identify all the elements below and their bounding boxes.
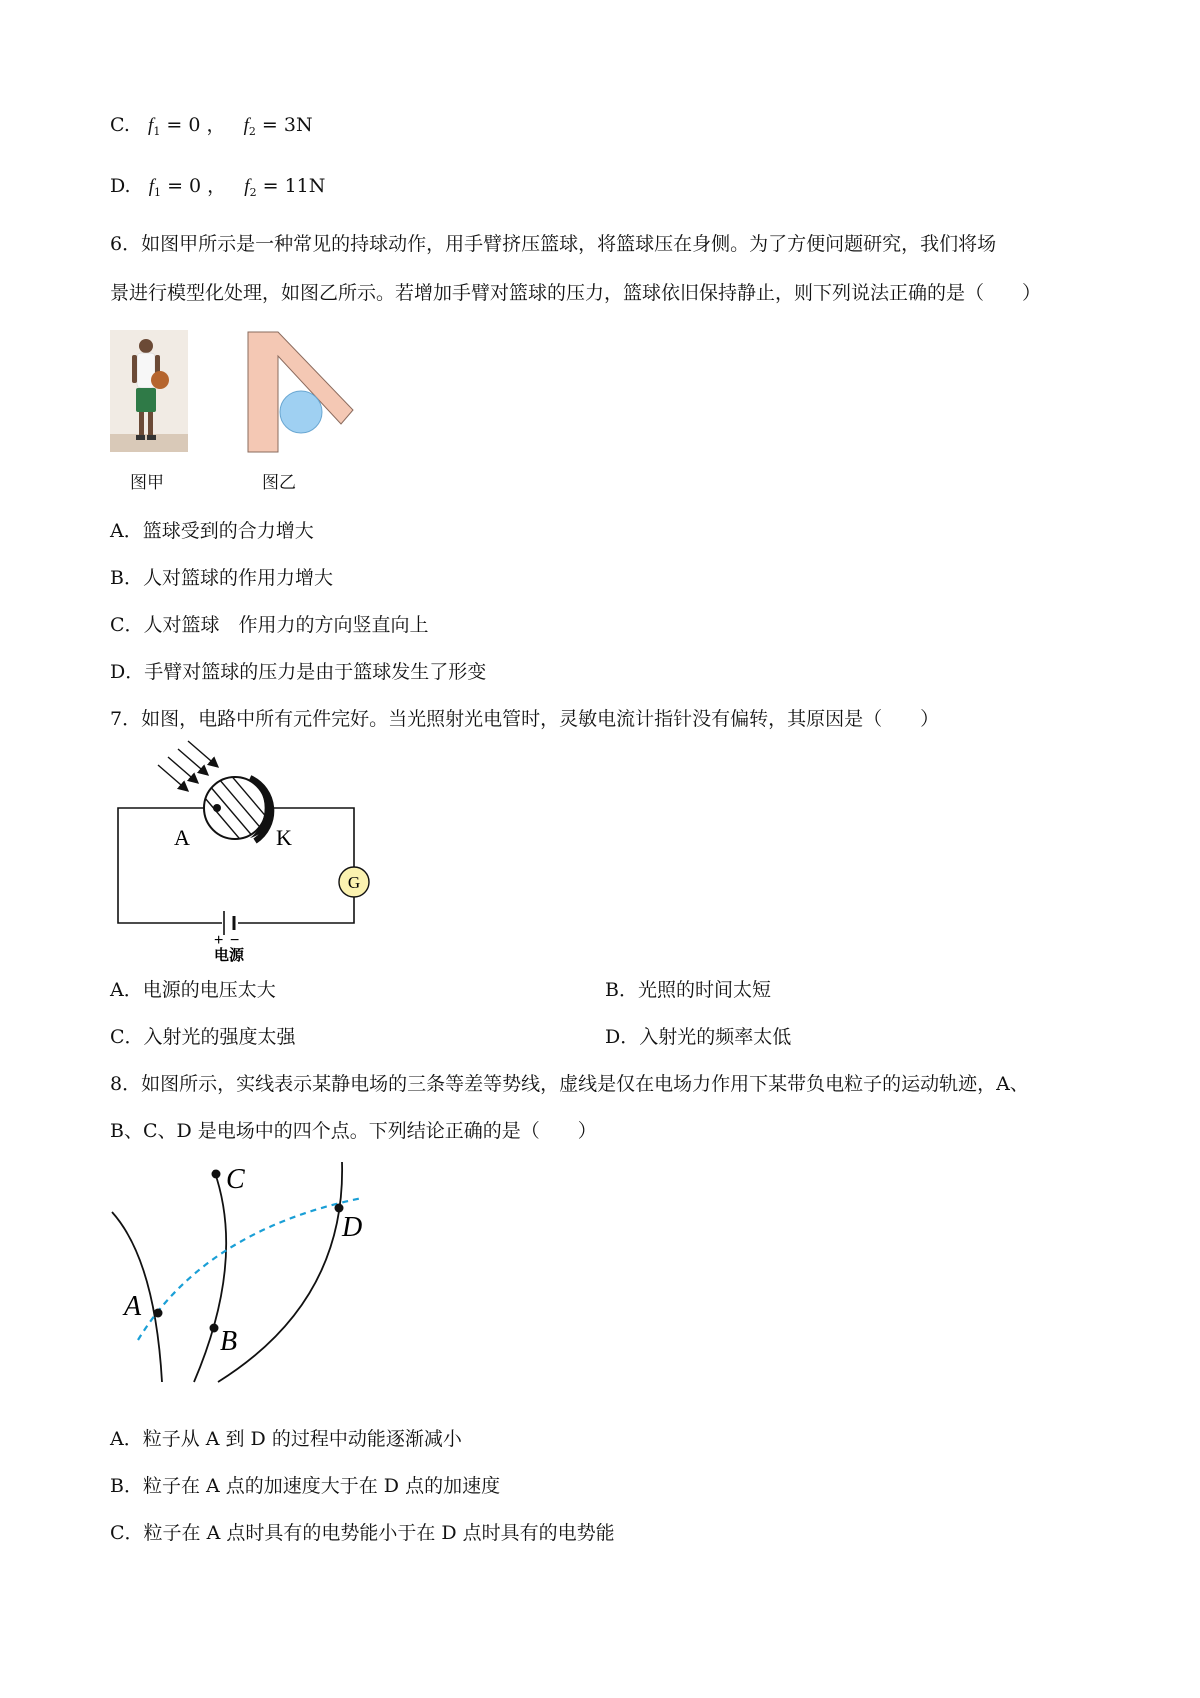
- f2-subscript: 2: [249, 186, 257, 199]
- particle-trajectory: [138, 1198, 362, 1340]
- f2-value: = 3N: [261, 114, 313, 136]
- galvanometer-label: G: [347, 873, 361, 892]
- battery-plus-label: +: [214, 932, 224, 949]
- f2-value: = 11N: [262, 175, 326, 197]
- figure-ball-model: [246, 330, 356, 454]
- q5-option-c: [110, 112, 313, 145]
- battery-source-label: 电源: [214, 946, 245, 964]
- anode-label: A: [174, 825, 190, 850]
- point-a-label: A: [124, 1291, 142, 1322]
- wire-left: [118, 808, 222, 923]
- head-icon: [139, 339, 153, 353]
- basketball-icon: [151, 371, 169, 389]
- q8-option-c: C．粒子在 A 点时具有的电势能小于在 D 点时具有的电势能: [110, 1522, 615, 1544]
- point-b-label: B: [220, 1326, 238, 1357]
- point-a-dot: [154, 1309, 163, 1318]
- point-d-label: D: [342, 1212, 363, 1243]
- q7-stem: 7．如图，电路中所有元件完好。当光照射光电管时，灵敏电流计指针没有偏转，其原因是（ ）: [110, 708, 940, 730]
- point-b-dot: [210, 1324, 219, 1333]
- q5-option-d: [110, 173, 325, 206]
- light-arrow-4: [188, 741, 218, 767]
- q7-option-d: D．入射光的频率太低: [605, 1026, 792, 1048]
- q8-stem-line2: B、C、D 是电场中的四个点。下列结论正确的是（ ）: [110, 1120, 597, 1142]
- q8-stem-line1: 8．如图所示，实线表示某静电场的三条等差等势线，虚线是仅在电场力作用下某带负电粒子的运动轨迹，A、: [110, 1073, 1029, 1095]
- q7-option-a: A．电源的电压太大: [110, 979, 276, 1001]
- battery-minus-label: −: [230, 932, 240, 949]
- figure-a-caption: 图甲: [130, 473, 164, 493]
- light-arrow-3: [178, 749, 208, 775]
- q6-stem-line2: 景进行模型化处理，如图乙所示。若增加手臂对篮球的压力，篮球依旧保持静止，则下列说法正确的是（ ）: [110, 282, 1042, 304]
- q6-option-d: D．手臂对篮球的压力是由于篮球发生了形变: [110, 661, 487, 683]
- wire-right-bottom: [238, 895, 354, 923]
- f1-symbol: f: [148, 115, 154, 136]
- option-letter: C.: [110, 114, 130, 136]
- q6-option-b: B．人对篮球的作用力增大: [110, 567, 333, 589]
- f1-subscript: 1: [153, 125, 161, 138]
- basketball-circle: [280, 391, 322, 433]
- q7-option-b: B．光照的时间太短: [605, 979, 771, 1001]
- q6-stem-line1: 6．如图甲所示是一种常见的持球动作，用手臂挤压篮球，将篮球压在身侧。为了方便问题研究，我们将场: [110, 233, 997, 255]
- q8-option-a: A．粒子从 A 到 D 的过程中动能逐渐减小: [110, 1428, 462, 1450]
- figure-photocell-circuit: [110, 735, 380, 964]
- f1-symbol: f: [148, 176, 155, 197]
- point-c-dot: [212, 1170, 221, 1179]
- light-arrow-1: [158, 765, 188, 791]
- option-letter: D.: [110, 175, 131, 197]
- f1-subscript: 1: [154, 186, 162, 199]
- f2-subscript: 2: [248, 125, 256, 138]
- f1-value: = 0 ，: [166, 114, 226, 136]
- anode-a-dot: [213, 804, 221, 812]
- figure-person-photo: [110, 330, 188, 452]
- f2-symbol: f: [243, 115, 249, 136]
- q8-option-b: B．粒子在 A 点的加速度大于在 D 点的加速度: [110, 1475, 501, 1497]
- cathode-label: K: [276, 825, 292, 850]
- f2-symbol: f: [244, 176, 250, 197]
- q6-option-a: A．篮球受到的合力增大: [110, 520, 314, 542]
- f1-value: = 0 ，: [167, 175, 227, 197]
- light-arrow-2: [168, 757, 198, 783]
- figure-equipotential-lines: [110, 1160, 370, 1390]
- q7-option-c: C．入射光的强度太强: [110, 1026, 296, 1048]
- figure-b-caption: 图乙: [262, 473, 296, 493]
- q6-option-c: C．人对篮球 作用力的方向竖直向上: [110, 614, 429, 636]
- point-c-label: C: [226, 1164, 245, 1195]
